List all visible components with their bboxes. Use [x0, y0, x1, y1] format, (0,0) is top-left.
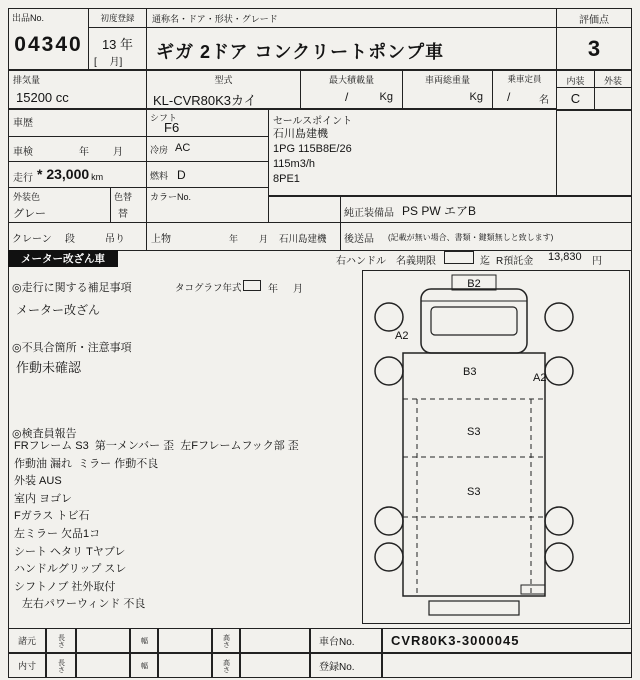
interior-exterior-header-line — [557, 87, 631, 88]
rear-right-box — [521, 585, 545, 594]
tacho-box — [243, 280, 261, 291]
inspector-line: シート ヘタリ Tヤブレ — [14, 545, 126, 558]
crane-cell — [8, 222, 147, 251]
handle-row — [330, 250, 632, 267]
inspector-line: FRフレーム S3 第一メンバー 歪 左Fフレームフック部 歪 — [14, 440, 299, 452]
wheel-rear1-left — [375, 507, 403, 535]
displacement-cell — [8, 70, 147, 110]
until-label: 迄 — [480, 256, 490, 267]
sales-point-spacer-cell — [268, 196, 341, 223]
fuel-cell — [146, 161, 269, 188]
fuel-label: 燃料 — [150, 171, 169, 181]
score-label: 評価点 — [557, 9, 631, 28]
repaint-label: 色替 — [114, 192, 133, 202]
shift-value: F6 — [164, 120, 180, 135]
equipment-cell — [340, 196, 632, 223]
first-registration-month: [ 月] — [94, 57, 123, 68]
inspector-line: ハンドルグリップ スレ — [14, 563, 127, 576]
exterior-label: 外装 — [603, 76, 622, 86]
gross-weight-cell — [402, 70, 493, 110]
inner-length-label-cell — [46, 653, 76, 678]
defect-note: 作動未確認 — [16, 360, 82, 375]
mileage-cell — [8, 161, 147, 188]
height-label: 高さ — [222, 658, 230, 673]
crane-hook: 吊り — [105, 234, 125, 245]
chassis-label: 車台No. — [310, 628, 382, 653]
diagram-mark-s3-lower: S3 — [467, 486, 481, 498]
inspection-cell — [8, 136, 147, 162]
score-cell — [556, 8, 632, 70]
name-limit-label: 名義期限 — [396, 256, 436, 267]
vehicle-name-header: 通称名・ドア・形状・グレード — [147, 9, 556, 28]
diagram-mark-b2: B2 — [467, 278, 481, 290]
inspector-report — [14, 438, 358, 614]
lot-no-label: 出品No. — [12, 13, 45, 23]
body-month: 月 — [259, 234, 269, 244]
wheel-rear2-left — [375, 543, 403, 571]
max-load-label: 最大積載量 — [328, 75, 374, 85]
wheel-second-left — [375, 357, 403, 385]
inspector-line: 左ミラー 欠品1コ — [14, 527, 101, 540]
wheel-front-right — [545, 303, 573, 331]
interior-label: 内装 — [566, 76, 585, 86]
aircon-cell — [146, 136, 269, 162]
diagram-mark-a2-left: A2 — [395, 330, 409, 342]
wheel-second-right — [545, 357, 573, 385]
model-label: 型式 — [214, 75, 233, 85]
max-load-cell — [300, 70, 403, 110]
equipment-value: PS PW エアB — [402, 204, 477, 218]
diagram-mark-a2-right: A2 — [533, 372, 547, 384]
exterior-color-cell — [8, 187, 111, 223]
gross-weight-unit: Kg — [469, 91, 483, 103]
crane-label: クレーン — [12, 234, 52, 245]
color-no-label: カラーNo. — [150, 192, 192, 202]
exterior-color-value: グレー — [13, 208, 46, 220]
score-value: 3 — [587, 36, 601, 61]
forwarded-cell — [340, 222, 632, 251]
inspection-year: 年 — [79, 147, 89, 158]
sales-point-cell — [268, 108, 557, 196]
dims-height-value-cell — [240, 628, 310, 653]
vehicle-name-cell — [146, 8, 557, 70]
fuel-value: D — [177, 168, 186, 182]
first-registration-cell — [88, 8, 147, 70]
sales-point-line: 1PG 115B8E/26 — [273, 143, 352, 155]
inner-length-value-cell — [76, 653, 130, 678]
wheel-front-left — [375, 303, 403, 331]
inspector-line: Fガラス トビ石 — [14, 510, 90, 523]
truck-cab — [421, 289, 527, 353]
inspector-line: シフトノブ 社外取付 — [14, 580, 116, 593]
windshield — [431, 307, 517, 335]
vehicle-diagram — [363, 271, 629, 623]
repaint-value: 替 — [118, 209, 128, 220]
max-load-slash: / — [345, 90, 349, 104]
dims-length-value-cell — [76, 628, 130, 653]
mileage-note: メーター改ざん — [16, 303, 101, 317]
max-load-unit: Kg — [379, 91, 393, 103]
width-label: 幅 — [140, 637, 148, 644]
inner-dims-row-label: 内寸 — [8, 653, 46, 678]
shift-cell — [146, 108, 269, 137]
inspector-title: ◎検査員報告 — [12, 428, 77, 440]
dims-length-label-cell — [46, 628, 76, 653]
history-label: 車歴 — [13, 118, 33, 129]
dims-height-label-cell — [212, 628, 240, 653]
dims-width-value-cell — [158, 628, 212, 653]
deposit-label: R預託金 — [496, 256, 534, 267]
first-registration-year: 13 年 — [101, 37, 134, 52]
capacity-label: 乗車定員 — [507, 74, 542, 84]
deposit-yen: 円 — [592, 256, 602, 267]
crane-stage: 段 — [65, 234, 75, 245]
equipment-label: 純正装備品 — [344, 208, 394, 219]
aircon-label: 冷房 — [150, 145, 169, 155]
tacho-label: タコグラフ年式 — [175, 283, 242, 294]
defect-notes-title: ◎不具合箇所・注意事項 — [12, 342, 132, 354]
capacity-unit: 名 — [539, 95, 549, 106]
inspector-line: 室内 ヨゴレ — [14, 492, 73, 505]
forwarded-note: (記載が無い場合、書類・鍵類無しと致します) — [388, 233, 554, 242]
mileage-label: 走行 — [13, 173, 33, 184]
diagram-mark-s3-upper: S3 — [467, 426, 481, 438]
vehicle-name: ギガ 2ドア コンクリートポンプ車 — [156, 42, 445, 62]
lot-no-value: 04340 — [14, 33, 83, 56]
capacity-slash: / — [507, 90, 511, 104]
inner-height-value-cell — [240, 653, 310, 678]
first-registration-label: 初度登録 — [89, 9, 146, 28]
length-label: 長さ — [57, 658, 65, 673]
displacement-value: 15200 cc — [16, 90, 69, 105]
registration-label: 登録No. — [310, 653, 382, 678]
width-label: 幅 — [140, 662, 148, 669]
history-cell — [8, 108, 147, 137]
color-no-cell — [146, 187, 269, 223]
model-value: KL-CVR80K3カイ — [153, 93, 257, 108]
body-maker: 石川島建機 — [279, 234, 327, 245]
inspection-month: 月 — [113, 147, 123, 158]
inner-height-label-cell — [212, 653, 240, 678]
tacho-month: 月 — [293, 284, 303, 295]
mileage-value: * 23,000 — [37, 166, 90, 182]
lot-no-cell — [8, 8, 89, 70]
repaint-cell — [110, 187, 147, 223]
displacement-label: 排気量 — [13, 75, 41, 85]
inner-width-value-cell — [158, 653, 212, 678]
inspection-label: 車検 — [13, 147, 33, 158]
body-year: 年 — [229, 234, 239, 244]
interior-exterior-cell — [556, 70, 632, 110]
diagram-mark-b3: B3 — [463, 366, 477, 378]
capacity-cell — [492, 70, 557, 110]
length-label: 長さ — [57, 633, 65, 648]
inner-width-label-cell — [130, 653, 158, 678]
dims-width-label-cell — [130, 628, 158, 653]
gross-weight-label: 車両総重量 — [424, 75, 470, 85]
shift-label: シフト — [150, 113, 178, 123]
aircon-value: AC — [175, 142, 191, 154]
inspector-line: 左右パワーウィンド 不良 — [22, 598, 146, 611]
wheel-rear2-right — [545, 543, 573, 571]
handle-label: 右ハンドル — [336, 256, 386, 267]
inspector-line: 外装 AUS — [14, 475, 62, 488]
mileage-notes-title: ◎走行に関する補足事項 — [12, 282, 132, 294]
sales-point-label: セールスポイント — [273, 116, 353, 127]
wheel-rear1-right — [545, 507, 573, 535]
height-label: 高さ — [222, 633, 230, 648]
chassis-no: CVR80K3-3000045 — [382, 628, 632, 653]
sales-point-line: 115m3/h — [273, 158, 315, 170]
inspector-line: 作動油 漏れ ミラー 作動不良 — [14, 457, 159, 470]
exterior-color-label: 外装色 — [13, 192, 41, 202]
dims-row-label: 諸元 — [8, 628, 46, 653]
body-label: 上物 — [151, 234, 171, 245]
meter-tamper-badge: メーター改ざん車 — [8, 250, 118, 267]
sales-point-line: 8PE1 — [273, 173, 300, 185]
forwarded-label: 後送品 — [344, 234, 374, 245]
tacho-year: 年 — [268, 284, 278, 295]
rear-bumper — [429, 601, 519, 615]
truck-body — [403, 353, 545, 596]
name-limit-box — [444, 251, 474, 264]
model-cell — [146, 70, 301, 110]
sales-point-line: 石川島建機 — [273, 128, 328, 140]
mileage-unit: km — [91, 172, 104, 182]
interior-grade: C — [570, 91, 581, 106]
vehicle-diagram-cell — [362, 270, 630, 624]
registration-value-cell — [382, 653, 632, 678]
right-empty-cell — [556, 110, 632, 196]
deposit-amount: 13,830 — [548, 251, 582, 263]
body-cell — [146, 222, 341, 251]
